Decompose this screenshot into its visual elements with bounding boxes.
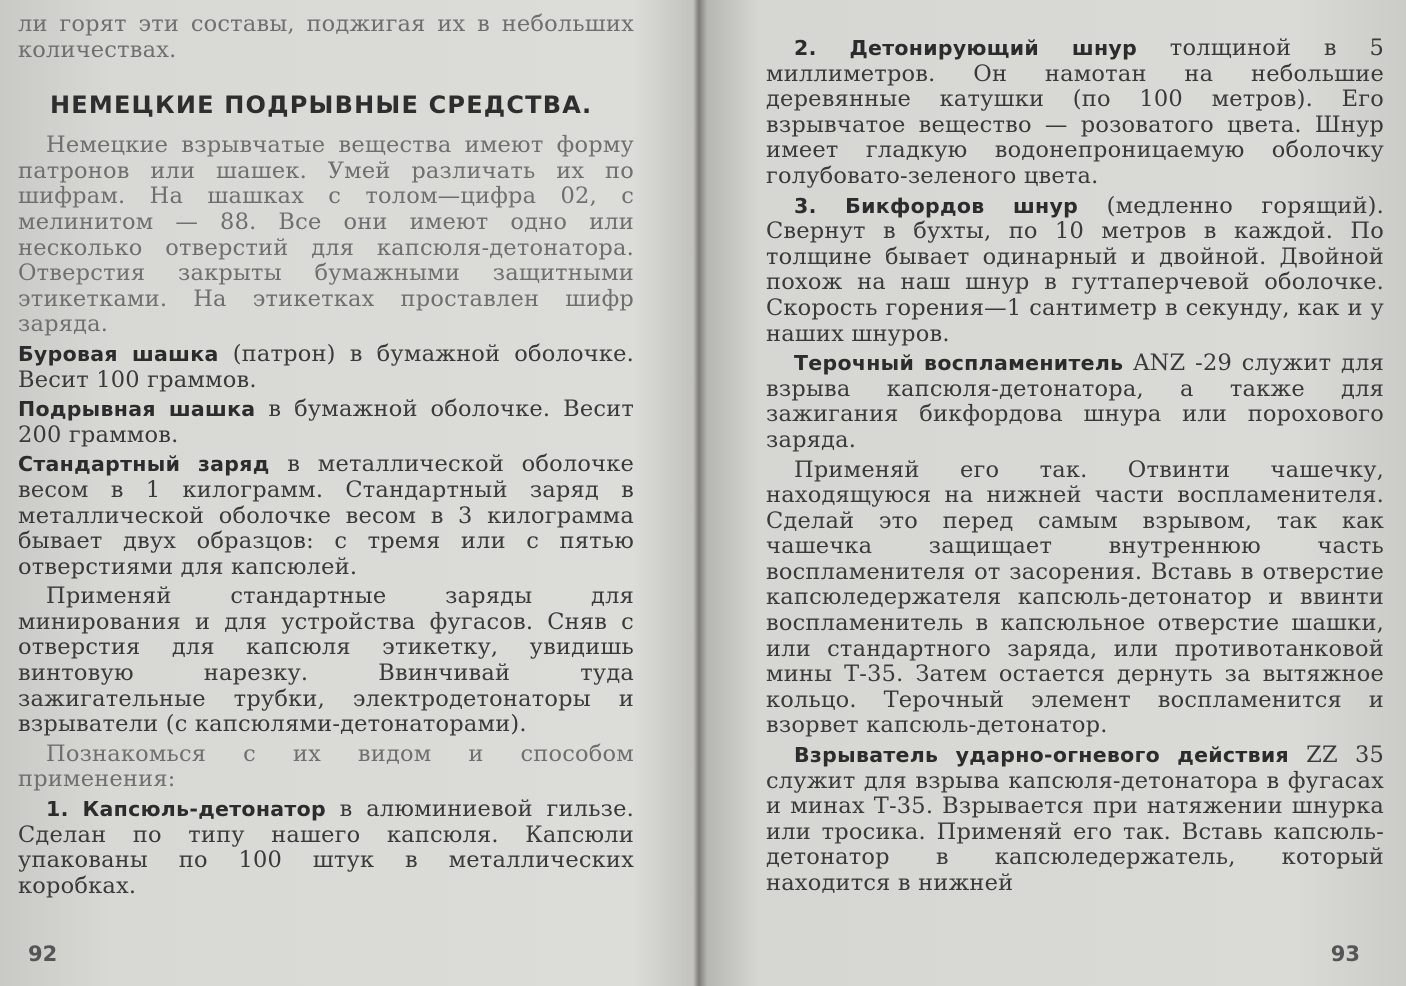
- page-number-right: 93: [1330, 942, 1360, 966]
- text-standard-charge: в металлической оболочке весом в 1 килограмм. Стандартный заряд в металлической оболочке весом в 3 килограмма бывает двух образцов: с тремя или с пятью отверстиями для капсюлей.: [18, 451, 635, 580]
- text-friction-igniter: ANZ -29 служит для взрыва капсюля-детонатора, а также для зажигания бикфордова шнура или порохового заряда.: [766, 350, 1385, 453]
- paragraph-drill-block: [18, 342, 634, 393]
- left-page: [0, 0, 694, 986]
- term-detonator-cap: 1. Капсюль-детонатор: [46, 797, 326, 822]
- page-number-left: 92: [28, 942, 58, 966]
- term-friction-igniter: Терочный воспламенитель: [794, 351, 1124, 376]
- text-bickford-fuse: (медленно горящий). Свернут в бухты, по 10 метров в каждой. По толщине бывает одинарный и двойной. Двойной похож на наш шнур в гуттаперчевой оболочке. Скорость горения—1 сантиметр в секунду, как и у наших шнуров.: [766, 192, 1384, 347]
- text-drill-block: (патрон) в бумажной оболочке. Весит 100 граммов.: [18, 340, 634, 393]
- top-fragment: ли горят эти составы, поджигая их в небольших количествах.: [18, 11, 634, 63]
- term-demolition-block: Подрывная шашка: [18, 397, 256, 422]
- paragraph-detonator-cap: [18, 797, 634, 899]
- paragraph-friction-igniter: [766, 351, 1384, 453]
- term-detonating-cord: 2. Детонирующий шнур: [794, 36, 1138, 60]
- term-drill-block: Буровая шашка: [18, 341, 219, 366]
- term-impact-fuze: Взрыватель ударно-огневого действия: [794, 743, 1289, 768]
- text-detonator-cap: в алюминиевой гильзе. Сделан по типу нашего капсюля. Капсюли упакованы по 100 штук в металлических коробках.: [18, 796, 634, 899]
- section-heading: НЕМЕЦКИЕ ПОДРЫВНЫЕ СРЕДСТВА.: [50, 91, 593, 120]
- paragraph-demolition-block: [18, 397, 634, 448]
- paragraph-usage: Применяй стандартные заряды для минирования и для устройства фугасов. Сняв с отверстия для капсюля этикетку, увидишь винтовую нарезку. Ввинчивай туда зажигательные трубки, электродетонаторы и взрыватели (с капсюлями-детонаторами).: [18, 583, 634, 738]
- text-detonating-cord: толщиной в 5 миллиметров. Он намотан на небольшие деревянные катушки (по 100 метров). Его взрывчатое вещество — розоватого цвета. Шнур имеет гладкую водонепроницаемую оболочку голубовато-зеленого цвета.: [766, 35, 1385, 189]
- term-standard-charge: Стандартный заряд: [18, 452, 270, 477]
- right-page: [712, 0, 1406, 986]
- text-impact-fuze: ZZ 35 служит для взрыва капсюля-детонатора в фугасах и минах Т-35. Взрывается при натяжении шнурка или тросика. Применяй его так. Вставь капсюль-детонатор в капсюледержатель, который находится в нижней: [766, 742, 1384, 896]
- term-bickford-fuse: 3. Бикфордов шнур: [794, 193, 1079, 218]
- paragraph-bickford-fuse: [766, 194, 1384, 348]
- paragraph-igniter-usage: Применяй его так. Отвинти чашечку, находящуюся на нижней части воспламенителя. Сделай это перед самым взрывом, так как чашечка защищает внутреннюю часть воспламенителя от засорения. Вставь в отверстие капсюледержателя капсюль-детонатор и ввинти воспламенитель в капсюльное отверстие шашки, или стандартного заряда, или противотанковой мины Т-35. Затем остается дернуть за вытяжное кольцо. Терочный элемент воспламенится и взорвет капсюль-детонатор.: [766, 456, 1384, 739]
- paragraph-impact-fuze: [766, 743, 1384, 897]
- paragraph-detonating-cord: [766, 36, 1384, 190]
- intro-paragraph: Немецкие взрывчатые вещества имеют форму патронов или шашек. Умей различать их по шифрам. На шашках с толом—цифра 02, с мелинитом — 88. Все они имеют одно или несколько отверстий для капсюля-детонатора. Отверстия закрыты бумажными защитными этикетками. На этикетках проставлен шифр заряда.: [18, 132, 634, 338]
- text-demolition-block: в бумажной оболочке. Весит 200 граммов.: [18, 396, 634, 448]
- paragraph-introduction: Познакомься с их видом и способом применения:: [18, 740, 634, 793]
- paragraph-standard-charge: [18, 452, 634, 580]
